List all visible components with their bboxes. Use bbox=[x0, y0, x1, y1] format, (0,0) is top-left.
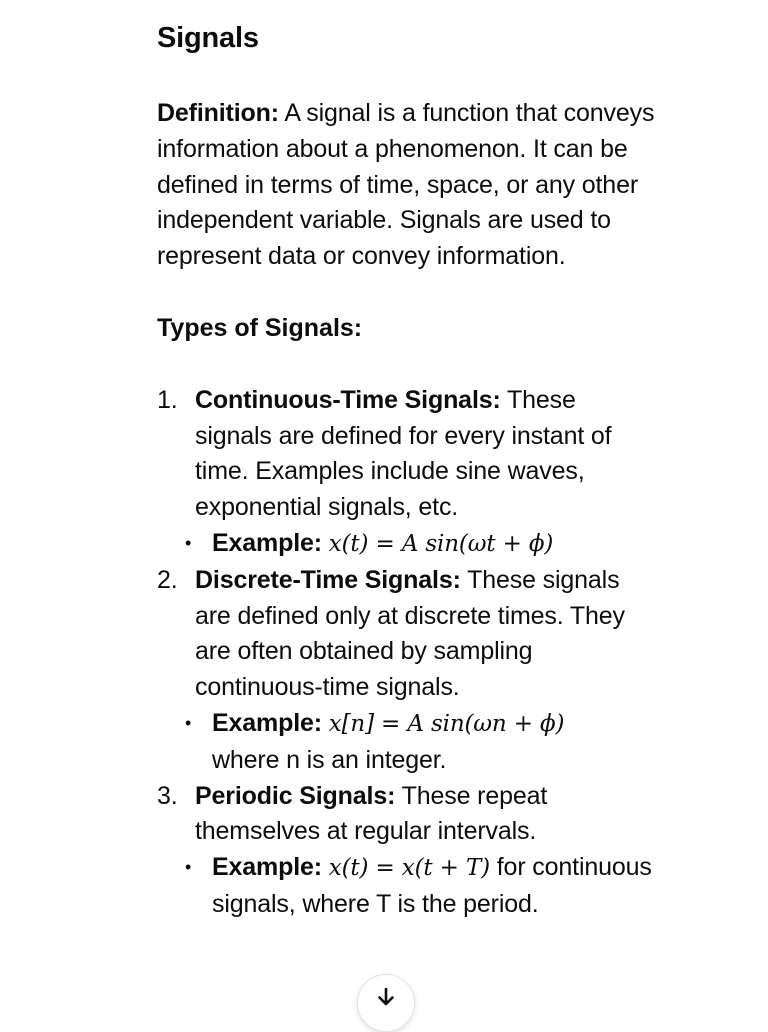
types-heading: Types of Signals: bbox=[157, 313, 363, 342]
example-bullet bbox=[185, 526, 657, 563]
list-item-text: These repeat themselves at regular intervals. bbox=[195, 781, 548, 846]
signal-types-list bbox=[157, 383, 657, 923]
list-item-label: Discrete-Time Signals: bbox=[195, 565, 461, 594]
example-bullet bbox=[185, 850, 657, 923]
list-item-label: Periodic Signals: bbox=[195, 781, 396, 810]
page-title: Signals bbox=[157, 22, 259, 54]
example-formula: x(t) = x(t + T) bbox=[328, 855, 490, 882]
example-label: Example: bbox=[212, 708, 322, 737]
list-item-number: 3. bbox=[157, 781, 178, 810]
list-item-number: 1. bbox=[157, 385, 178, 414]
list-item-label: Continuous-Time Signals: bbox=[195, 385, 501, 414]
list-item bbox=[157, 563, 657, 779]
example-label: Example: bbox=[212, 853, 322, 882]
example-note: where n is an integer. bbox=[212, 745, 447, 774]
list-item-text: These signals are defined only at discrete times. They are often obtained by sampling continuous-time signals. bbox=[195, 565, 625, 702]
list-item bbox=[157, 383, 657, 563]
document-content bbox=[157, 18, 657, 923]
list-item-number: 2. bbox=[157, 565, 178, 594]
scroll-to-bottom-button[interactable] bbox=[357, 974, 415, 1032]
bullet-icon: • bbox=[185, 857, 192, 878]
arrow-down-icon bbox=[375, 986, 397, 1008]
definition-text: A signal is a function that conveys information about a phenomenon. It can be defined in terms of time, space, or any other independent variable. Signals are used to represent data or convey information. bbox=[157, 99, 655, 271]
example-formula: x[n] = A sin(ωn + ϕ) bbox=[328, 710, 565, 737]
list-item-text: These signals are defined for every instant of time. Examples include sine waves, exponential signals, etc. bbox=[195, 385, 612, 522]
bullet-icon: • bbox=[185, 532, 192, 553]
definition-label: Definition: bbox=[157, 99, 279, 127]
example-bullet bbox=[185, 706, 657, 779]
list-item bbox=[157, 779, 657, 923]
example-note: for continuous signals, where T is the period. bbox=[212, 853, 652, 918]
example-formula: x(t) = A sin(ωt + ϕ) bbox=[328, 530, 554, 557]
definition-paragraph bbox=[157, 96, 657, 275]
example-label: Example: bbox=[212, 528, 322, 557]
bullet-icon: • bbox=[185, 712, 192, 733]
